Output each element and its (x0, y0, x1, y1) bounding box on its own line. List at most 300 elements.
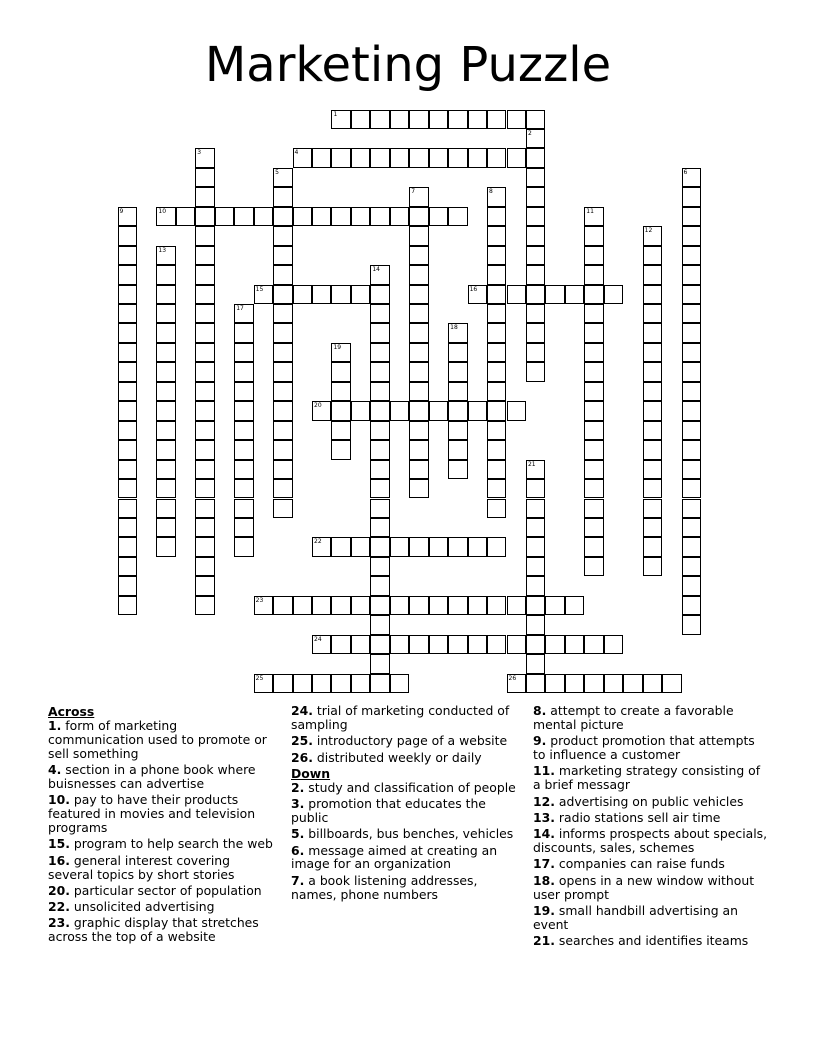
grid-cell[interactable] (526, 499, 545, 518)
grid-cell[interactable] (584, 479, 603, 498)
grid-cell[interactable] (487, 187, 506, 206)
grid-cell[interactable] (293, 674, 312, 693)
grid-cell[interactable] (118, 479, 137, 498)
grid-cell[interactable] (156, 460, 175, 479)
grid-cell[interactable] (565, 674, 584, 693)
grid-cell[interactable] (409, 479, 428, 498)
grid-cell[interactable] (409, 382, 428, 401)
grid-cell[interactable] (409, 401, 428, 420)
grid-cell[interactable] (195, 187, 214, 206)
grid-cell[interactable] (156, 421, 175, 440)
grid-cell[interactable] (118, 304, 137, 323)
grid-cell[interactable] (273, 382, 292, 401)
grid-cell[interactable] (584, 323, 603, 342)
grid-cell[interactable] (370, 207, 389, 226)
grid-cell[interactable] (370, 576, 389, 595)
grid-cell[interactable] (351, 674, 370, 693)
grid-cell[interactable] (312, 207, 331, 226)
grid-cell[interactable] (643, 382, 662, 401)
grid-cell[interactable] (156, 440, 175, 459)
grid-cell[interactable] (643, 440, 662, 459)
grid-cell[interactable] (273, 460, 292, 479)
grid-cell[interactable] (118, 576, 137, 595)
grid-cell[interactable] (584, 265, 603, 284)
grid-cell[interactable] (487, 362, 506, 381)
grid-cell[interactable] (390, 401, 409, 420)
grid-cell[interactable] (234, 518, 253, 537)
grid-cell[interactable] (331, 537, 350, 556)
grid-cell[interactable] (331, 207, 350, 226)
grid-cell[interactable] (273, 168, 292, 187)
grid-cell[interactable] (526, 479, 545, 498)
grid-cell[interactable] (234, 323, 253, 342)
grid-cell[interactable] (195, 518, 214, 537)
grid-cell[interactable] (409, 343, 428, 362)
grid-cell[interactable] (409, 596, 428, 615)
grid-cell[interactable] (565, 635, 584, 654)
grid-cell[interactable] (584, 460, 603, 479)
grid-cell[interactable] (390, 207, 409, 226)
grid-cell[interactable] (448, 460, 467, 479)
grid-cell[interactable] (584, 518, 603, 537)
grid-cell[interactable] (682, 401, 701, 420)
grid-cell[interactable] (195, 440, 214, 459)
grid-cell[interactable] (507, 401, 526, 420)
grid-cell[interactable] (409, 323, 428, 342)
grid-cell[interactable] (234, 304, 253, 323)
grid-cell[interactable] (448, 382, 467, 401)
grid-cell[interactable] (156, 537, 175, 556)
grid-cell[interactable] (487, 265, 506, 284)
grid-cell[interactable] (682, 537, 701, 556)
grid-cell[interactable] (526, 674, 545, 693)
grid-cell[interactable] (643, 479, 662, 498)
grid-cell[interactable] (370, 148, 389, 167)
grid-cell[interactable] (370, 654, 389, 673)
grid-cell[interactable] (487, 207, 506, 226)
grid-cell[interactable] (118, 421, 137, 440)
grid-cell[interactable] (390, 537, 409, 556)
grid-cell[interactable] (273, 674, 292, 693)
grid-cell[interactable] (584, 674, 603, 693)
grid-cell[interactable] (118, 460, 137, 479)
grid-cell[interactable] (507, 148, 526, 167)
grid-cell[interactable] (448, 148, 467, 167)
grid-cell[interactable] (409, 246, 428, 265)
grid-cell[interactable] (409, 537, 428, 556)
grid-cell[interactable] (448, 110, 467, 129)
grid-cell[interactable] (526, 654, 545, 673)
grid-cell[interactable] (584, 285, 603, 304)
grid-cell[interactable] (370, 499, 389, 518)
grid-cell[interactable] (370, 596, 389, 615)
grid-cell[interactable] (273, 440, 292, 459)
grid-cell[interactable] (370, 110, 389, 129)
grid-cell[interactable] (273, 187, 292, 206)
grid-cell[interactable] (487, 499, 506, 518)
grid-cell[interactable] (526, 207, 545, 226)
grid-cell[interactable] (429, 110, 448, 129)
grid-cell[interactable] (487, 596, 506, 615)
grid-cell[interactable] (584, 246, 603, 265)
grid-cell[interactable] (156, 382, 175, 401)
grid-cell[interactable] (156, 246, 175, 265)
grid-cell[interactable] (429, 635, 448, 654)
grid-cell[interactable] (448, 537, 467, 556)
grid-cell[interactable] (409, 110, 428, 129)
grid-cell[interactable] (351, 148, 370, 167)
grid-cell[interactable] (370, 382, 389, 401)
grid-cell[interactable] (118, 207, 137, 226)
grid-cell[interactable] (293, 596, 312, 615)
grid-cell[interactable] (643, 499, 662, 518)
grid-cell[interactable] (351, 635, 370, 654)
grid-cell[interactable] (682, 596, 701, 615)
grid-cell[interactable] (156, 362, 175, 381)
grid-cell[interactable] (254, 674, 273, 693)
grid-cell[interactable] (234, 343, 253, 362)
grid-cell[interactable] (156, 499, 175, 518)
grid-cell[interactable] (234, 479, 253, 498)
grid-cell[interactable] (565, 285, 584, 304)
grid-cell[interactable] (273, 401, 292, 420)
grid-cell[interactable] (468, 596, 487, 615)
grid-cell[interactable] (448, 323, 467, 342)
grid-cell[interactable] (293, 148, 312, 167)
grid-cell[interactable] (526, 226, 545, 245)
grid-cell[interactable] (487, 635, 506, 654)
grid-cell[interactable] (409, 304, 428, 323)
grid-cell[interactable] (526, 265, 545, 284)
grid-cell[interactable] (331, 635, 350, 654)
grid-cell[interactable] (604, 285, 623, 304)
grid-cell[interactable] (118, 382, 137, 401)
grid-cell[interactable] (487, 460, 506, 479)
grid-cell[interactable] (682, 207, 701, 226)
grid-cell[interactable] (331, 440, 350, 459)
grid-cell[interactable] (273, 479, 292, 498)
grid-cell[interactable] (118, 537, 137, 556)
grid-cell[interactable] (643, 304, 662, 323)
grid-cell[interactable] (487, 382, 506, 401)
grid-cell[interactable] (254, 596, 273, 615)
grid-cell[interactable] (331, 362, 350, 381)
grid-cell[interactable] (643, 537, 662, 556)
grid-cell[interactable] (487, 323, 506, 342)
grid-cell[interactable] (312, 148, 331, 167)
grid-cell[interactable] (195, 382, 214, 401)
grid-cell[interactable] (526, 246, 545, 265)
grid-cell[interactable] (234, 362, 253, 381)
grid-cell[interactable] (370, 285, 389, 304)
grid-cell[interactable] (118, 401, 137, 420)
grid-cell[interactable] (195, 323, 214, 342)
grid-cell[interactable] (331, 382, 350, 401)
grid-cell[interactable] (682, 323, 701, 342)
grid-cell[interactable] (468, 537, 487, 556)
grid-cell[interactable] (643, 674, 662, 693)
grid-cell[interactable] (643, 362, 662, 381)
grid-cell[interactable] (273, 265, 292, 284)
grid-cell[interactable] (409, 440, 428, 459)
grid-cell[interactable] (370, 323, 389, 342)
grid-cell[interactable] (331, 343, 350, 362)
grid-cell[interactable] (526, 168, 545, 187)
grid-cell[interactable] (682, 265, 701, 284)
grid-cell[interactable] (234, 499, 253, 518)
grid-cell[interactable] (584, 382, 603, 401)
grid-cell[interactable] (584, 343, 603, 362)
grid-cell[interactable] (682, 421, 701, 440)
grid-cell[interactable] (273, 323, 292, 342)
grid-cell[interactable] (545, 285, 564, 304)
grid-cell[interactable] (643, 285, 662, 304)
grid-cell[interactable] (195, 285, 214, 304)
grid-cell[interactable] (118, 440, 137, 459)
grid-cell[interactable] (351, 596, 370, 615)
grid-cell[interactable] (409, 265, 428, 284)
grid-cell[interactable] (409, 635, 428, 654)
grid-cell[interactable] (234, 460, 253, 479)
grid-cell[interactable] (156, 265, 175, 284)
grid-cell[interactable] (545, 674, 564, 693)
grid-cell[interactable] (234, 401, 253, 420)
grid-cell[interactable] (370, 401, 389, 420)
grid-cell[interactable] (429, 596, 448, 615)
grid-cell[interactable] (507, 674, 526, 693)
grid-cell[interactable] (195, 499, 214, 518)
grid-cell[interactable] (312, 285, 331, 304)
grid-cell[interactable] (682, 187, 701, 206)
grid-cell[interactable] (195, 207, 214, 226)
grid-cell[interactable] (623, 674, 642, 693)
grid-cell[interactable] (370, 421, 389, 440)
grid-cell[interactable] (370, 362, 389, 381)
grid-cell[interactable] (448, 440, 467, 459)
grid-cell[interactable] (565, 596, 584, 615)
grid-cell[interactable] (370, 460, 389, 479)
grid-cell[interactable] (273, 226, 292, 245)
grid-cell[interactable] (156, 401, 175, 420)
grid-cell[interactable] (118, 323, 137, 342)
grid-cell[interactable] (331, 401, 350, 420)
grid-cell[interactable] (507, 635, 526, 654)
grid-cell[interactable] (176, 207, 195, 226)
grid-cell[interactable] (643, 343, 662, 362)
grid-cell[interactable] (331, 285, 350, 304)
grid-cell[interactable] (331, 148, 350, 167)
grid-cell[interactable] (312, 537, 331, 556)
grid-cell[interactable] (448, 596, 467, 615)
grid-cell[interactable] (584, 421, 603, 440)
grid-cell[interactable] (526, 148, 545, 167)
grid-cell[interactable] (682, 362, 701, 381)
grid-cell[interactable] (643, 246, 662, 265)
grid-cell[interactable] (682, 460, 701, 479)
grid-cell[interactable] (526, 518, 545, 537)
grid-cell[interactable] (487, 479, 506, 498)
grid-cell[interactable] (643, 518, 662, 537)
grid-cell[interactable] (643, 421, 662, 440)
grid-cell[interactable] (118, 362, 137, 381)
grid-cell[interactable] (682, 168, 701, 187)
grid-cell[interactable] (682, 285, 701, 304)
grid-cell[interactable] (468, 401, 487, 420)
grid-cell[interactable] (409, 421, 428, 440)
grid-cell[interactable] (312, 674, 331, 693)
grid-cell[interactable] (584, 226, 603, 245)
grid-cell[interactable] (409, 285, 428, 304)
grid-cell[interactable] (351, 537, 370, 556)
grid-cell[interactable] (526, 596, 545, 615)
grid-cell[interactable] (293, 207, 312, 226)
grid-cell[interactable] (448, 207, 467, 226)
grid-cell[interactable] (487, 304, 506, 323)
grid-cell[interactable] (312, 635, 331, 654)
grid-cell[interactable] (526, 187, 545, 206)
grid-cell[interactable] (545, 635, 564, 654)
grid-cell[interactable] (643, 401, 662, 420)
grid-cell[interactable] (118, 265, 137, 284)
grid-cell[interactable] (312, 596, 331, 615)
grid-cell[interactable] (487, 148, 506, 167)
grid-cell[interactable] (409, 148, 428, 167)
grid-cell[interactable] (643, 226, 662, 245)
grid-cell[interactable] (662, 674, 681, 693)
grid-cell[interactable] (682, 440, 701, 459)
grid-cell[interactable] (604, 635, 623, 654)
grid-cell[interactable] (409, 362, 428, 381)
grid-cell[interactable] (526, 304, 545, 323)
grid-cell[interactable] (195, 148, 214, 167)
grid-cell[interactable] (293, 285, 312, 304)
grid-cell[interactable] (584, 207, 603, 226)
grid-cell[interactable] (487, 226, 506, 245)
grid-cell[interactable] (351, 401, 370, 420)
grid-cell[interactable] (351, 285, 370, 304)
grid-cell[interactable] (156, 285, 175, 304)
grid-cell[interactable] (682, 557, 701, 576)
grid-cell[interactable] (584, 557, 603, 576)
grid-cell[interactable] (118, 557, 137, 576)
grid-cell[interactable] (526, 285, 545, 304)
grid-cell[interactable] (545, 596, 564, 615)
grid-cell[interactable] (507, 110, 526, 129)
grid-cell[interactable] (487, 246, 506, 265)
grid-cell[interactable] (195, 479, 214, 498)
grid-cell[interactable] (273, 596, 292, 615)
grid-cell[interactable] (604, 674, 623, 693)
grid-cell[interactable] (643, 557, 662, 576)
grid-cell[interactable] (118, 499, 137, 518)
grid-cell[interactable] (331, 421, 350, 440)
grid-cell[interactable] (526, 323, 545, 342)
grid-cell[interactable] (273, 343, 292, 362)
grid-cell[interactable] (409, 226, 428, 245)
grid-cell[interactable] (429, 148, 448, 167)
grid-cell[interactable] (195, 343, 214, 362)
grid-cell[interactable] (487, 537, 506, 556)
grid-cell[interactable] (390, 674, 409, 693)
grid-cell[interactable] (370, 479, 389, 498)
grid-cell[interactable] (390, 635, 409, 654)
grid-cell[interactable] (273, 285, 292, 304)
grid-cell[interactable] (487, 110, 506, 129)
grid-cell[interactable] (254, 285, 273, 304)
grid-cell[interactable] (468, 635, 487, 654)
grid-cell[interactable] (682, 382, 701, 401)
grid-cell[interactable] (273, 304, 292, 323)
grid-cell[interactable] (118, 518, 137, 537)
grid-cell[interactable] (370, 265, 389, 284)
grid-cell[interactable] (351, 110, 370, 129)
grid-cell[interactable] (370, 343, 389, 362)
grid-cell[interactable] (156, 207, 175, 226)
grid-cell[interactable] (526, 460, 545, 479)
grid-cell[interactable] (118, 246, 137, 265)
grid-cell[interactable] (409, 187, 428, 206)
grid-cell[interactable] (682, 246, 701, 265)
grid-cell[interactable] (643, 323, 662, 342)
grid-cell[interactable] (390, 148, 409, 167)
grid-cell[interactable] (643, 460, 662, 479)
grid-cell[interactable] (448, 421, 467, 440)
grid-cell[interactable] (526, 557, 545, 576)
grid-cell[interactable] (468, 110, 487, 129)
grid-cell[interactable] (487, 285, 506, 304)
grid-cell[interactable] (429, 537, 448, 556)
grid-cell[interactable] (526, 343, 545, 362)
grid-cell[interactable] (507, 596, 526, 615)
grid-cell[interactable] (273, 246, 292, 265)
grid-cell[interactable] (682, 226, 701, 245)
grid-cell[interactable] (507, 285, 526, 304)
grid-cell[interactable] (429, 401, 448, 420)
grid-cell[interactable] (156, 304, 175, 323)
grid-cell[interactable] (195, 557, 214, 576)
grid-cell[interactable] (118, 226, 137, 245)
grid-cell[interactable] (682, 518, 701, 537)
grid-cell[interactable] (273, 207, 292, 226)
grid-cell[interactable] (526, 615, 545, 634)
grid-cell[interactable] (584, 304, 603, 323)
grid-cell[interactable] (584, 499, 603, 518)
grid-cell[interactable] (195, 362, 214, 381)
grid-cell[interactable] (448, 401, 467, 420)
grid-cell[interactable] (156, 518, 175, 537)
grid-cell[interactable] (487, 440, 506, 459)
grid-cell[interactable] (682, 615, 701, 634)
grid-cell[interactable] (195, 460, 214, 479)
grid-cell[interactable] (234, 382, 253, 401)
grid-cell[interactable] (273, 499, 292, 518)
grid-cell[interactable] (273, 421, 292, 440)
grid-cell[interactable] (254, 207, 273, 226)
grid-cell[interactable] (195, 265, 214, 284)
grid-cell[interactable] (487, 401, 506, 420)
grid-cell[interactable] (526, 129, 545, 148)
grid-cell[interactable] (390, 596, 409, 615)
grid-cell[interactable] (195, 576, 214, 595)
grid-cell[interactable] (448, 635, 467, 654)
grid-cell[interactable] (195, 596, 214, 615)
grid-cell[interactable] (409, 207, 428, 226)
grid-cell[interactable] (526, 110, 545, 129)
grid-cell[interactable] (273, 362, 292, 381)
grid-cell[interactable] (468, 148, 487, 167)
grid-cell[interactable] (448, 343, 467, 362)
grid-cell[interactable] (526, 635, 545, 654)
